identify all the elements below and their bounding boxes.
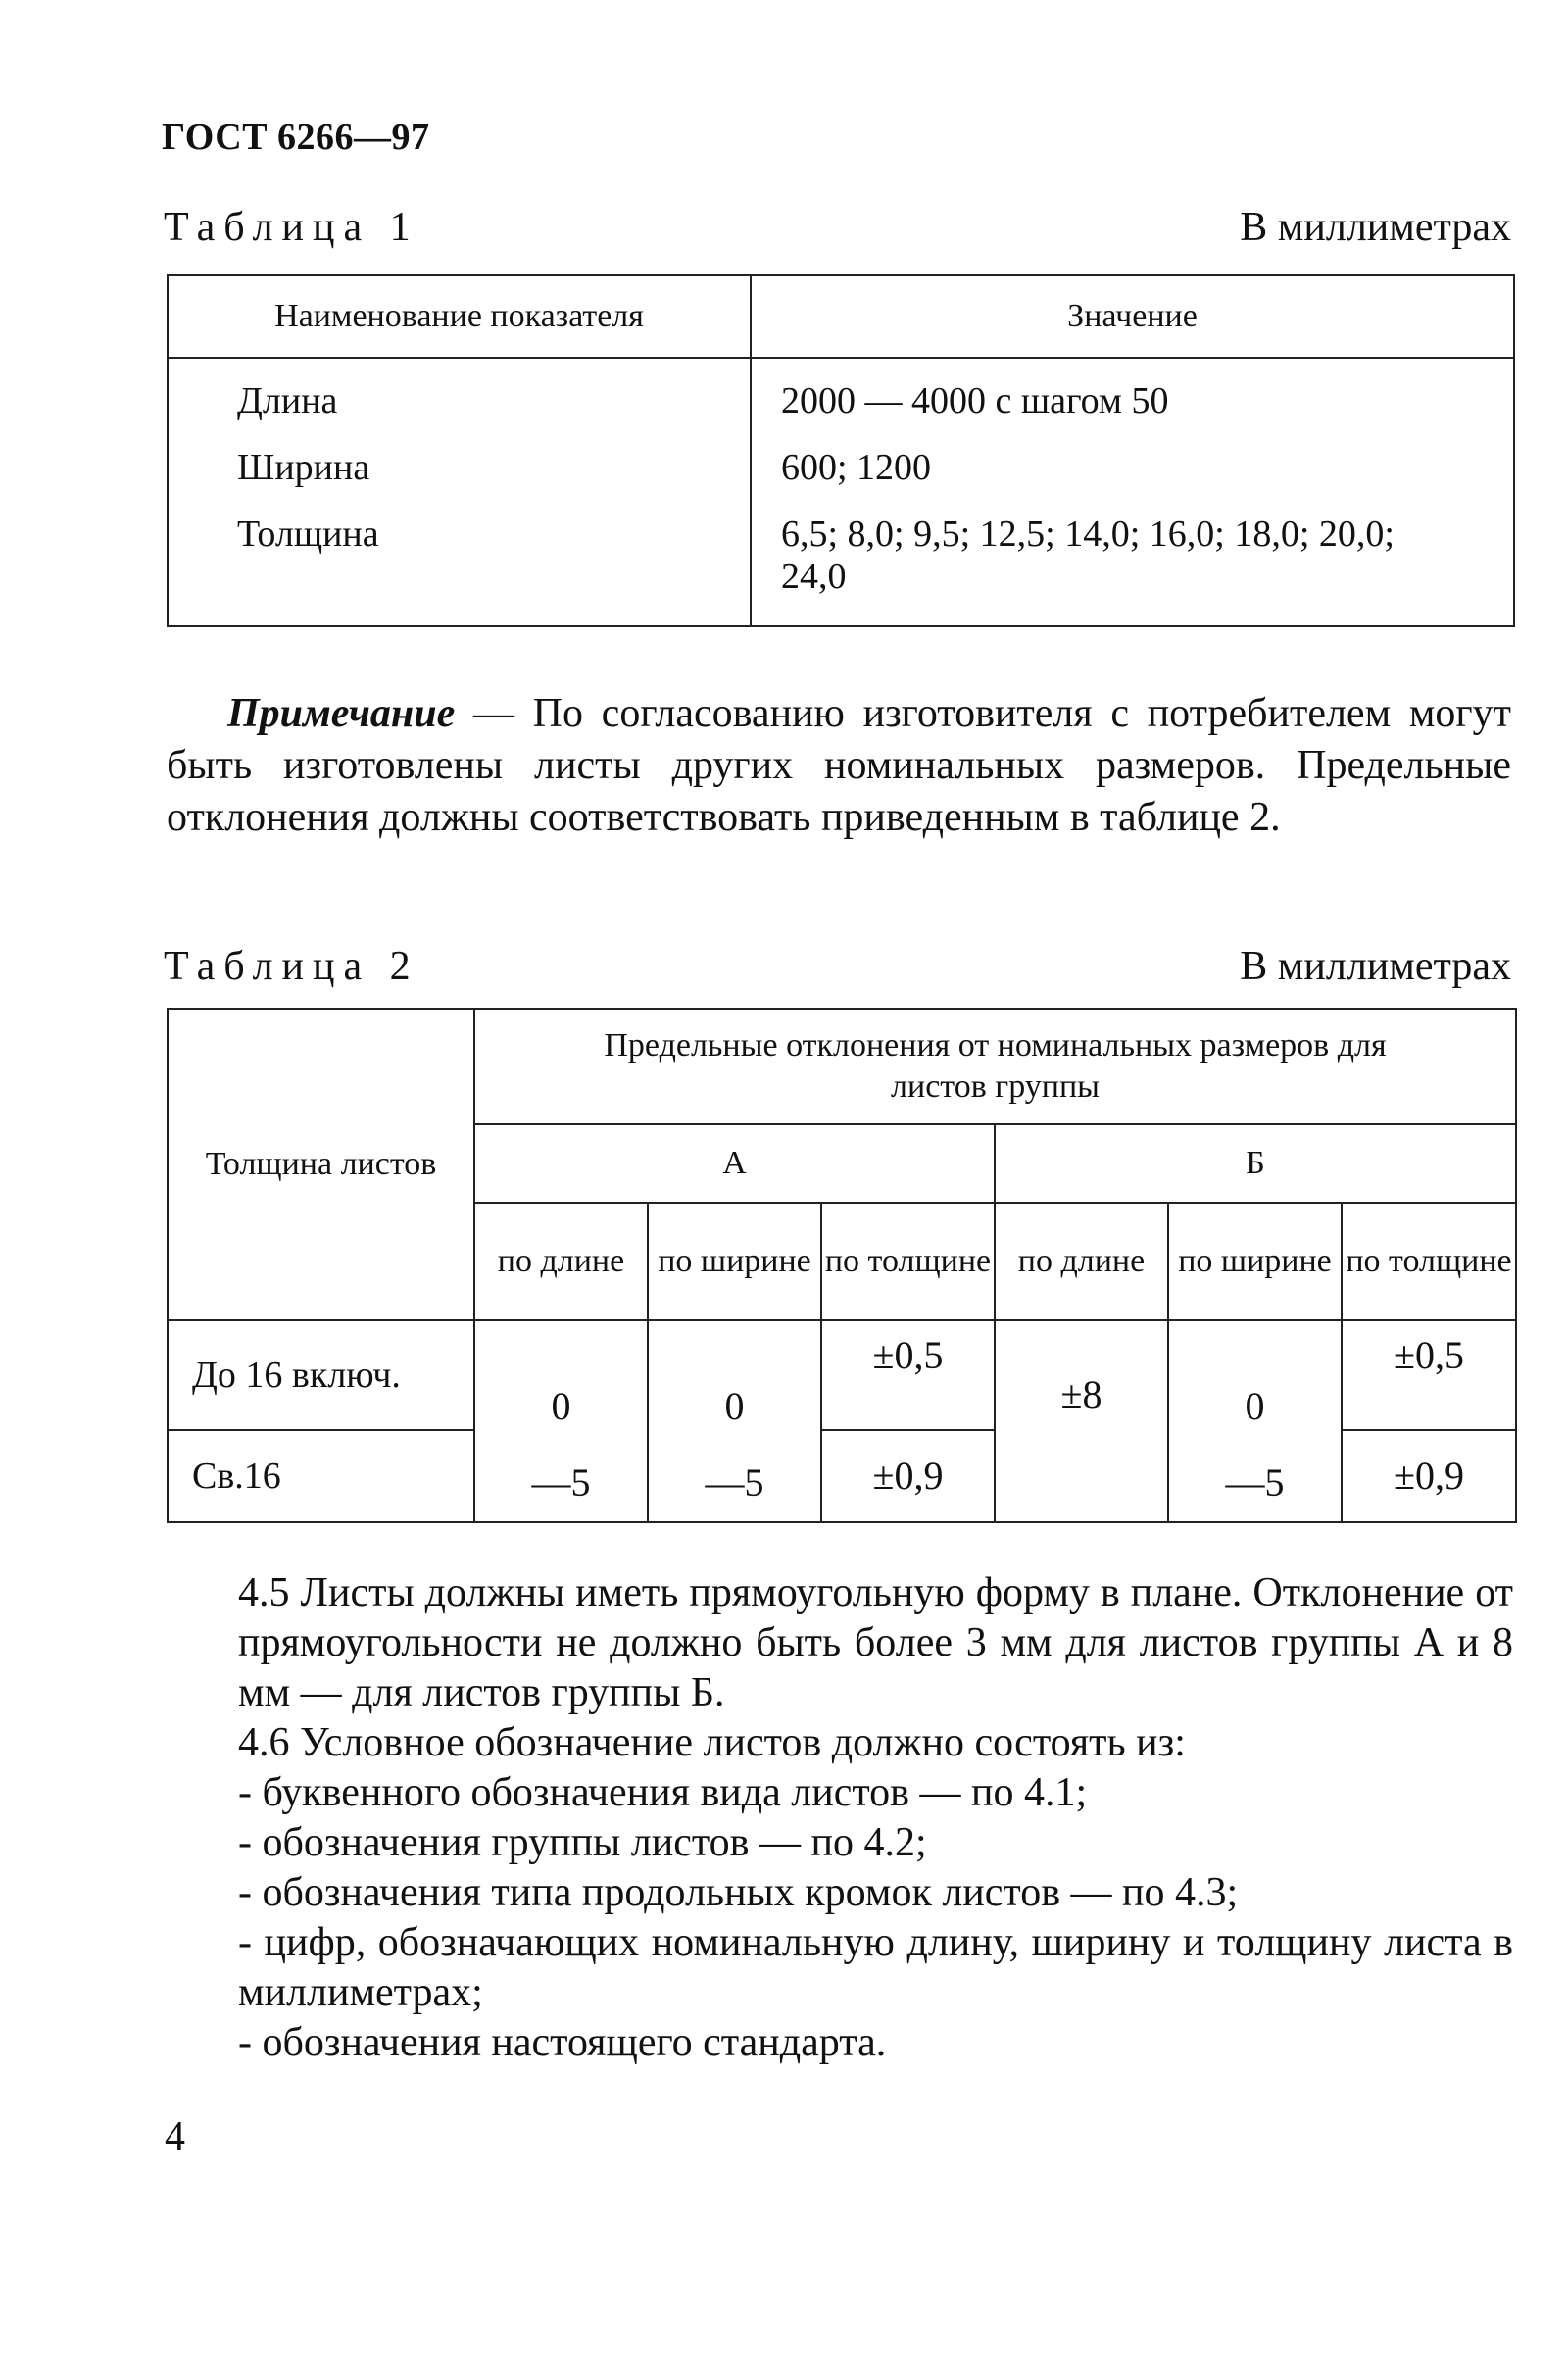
table1-row-value: 6,5; 8,0; 9,5; 12,5; 14,0; 16,0; 18,0; 20,0; 24,0: [781, 514, 1395, 597]
table2-header-row-1: [168, 1009, 1516, 1124]
page-number: 4: [165, 2114, 185, 2159]
table2-a-width-cell: [648, 1320, 821, 1522]
table2-group-b: Б: [995, 1124, 1516, 1203]
table2-sub-a-length: по длине: [474, 1203, 648, 1320]
table2-col-thickness: Толщина листов: [168, 1009, 474, 1320]
table2-units: В миллиметрах: [1240, 944, 1511, 989]
note-label: Примечание: [227, 691, 456, 736]
table1-caption: Таблица 1: [164, 205, 419, 250]
table2-b-width-cell: [1168, 1320, 1342, 1522]
table2-a-length-bottom: —5: [531, 1460, 591, 1505]
table2-sub-a-thickness: по толщине: [821, 1203, 995, 1320]
table2-b-length-cell: ±8: [995, 1320, 1168, 1522]
table2: [167, 1008, 1517, 1523]
list-item: - обозначения настоящего стандарта.: [238, 2020, 887, 2065]
table2-a-width-bottom: —5: [705, 1460, 764, 1505]
table2-a-width-top: 0: [724, 1384, 745, 1428]
table1-row-name: Ширина: [237, 447, 370, 488]
table2-b-thickness-2: ±0,9: [1342, 1430, 1516, 1522]
table1-units: В миллиметрах: [1240, 205, 1511, 250]
list-item: - обозначения группы листов — по 4.2;: [238, 1820, 927, 1865]
table1-col-value: Значение: [751, 275, 1514, 358]
table1-names-cell: [168, 358, 751, 626]
table2-row-1: [168, 1320, 1516, 1430]
table2-sub-b-length: по длине: [995, 1203, 1168, 1320]
standard-designation: ГОСТ 6266—97: [162, 117, 430, 158]
table1-col-name: Наименование показателя: [168, 275, 751, 358]
list-item: - цифр, обозначающих номинальную длину, ширину и толщину листа в миллиметрах;: [238, 1920, 1513, 2015]
list-item: - буквенного обозначения вида листов — по 4.1;: [238, 1770, 1088, 1815]
table1-row-name: Толщина: [237, 514, 379, 555]
table2-a-thickness-2: ±0,9: [821, 1430, 995, 1522]
table1-row-name: Длина: [237, 380, 338, 421]
table1-note: [167, 688, 1511, 844]
table1-body-row: [168, 358, 1514, 626]
table2-b-thickness-1: ±0,5: [1342, 1320, 1516, 1430]
table2-a-length-top: 0: [551, 1384, 571, 1428]
table2-b-width-top: 0: [1245, 1384, 1265, 1428]
table2-sub-b-thickness: по толщине: [1342, 1203, 1516, 1320]
table2-a-length-cell: [474, 1320, 648, 1522]
table1: [167, 274, 1515, 627]
table1-row-value: 2000 — 4000 с шагом 50: [781, 380, 1169, 421]
paragraph-4-5: 4.5 Листы должны иметь прямоугольную форму в плане. Отклонение от прямоугольности не должно быть более 3 мм для листов группы А и 8 мм — для листов группы Б.: [238, 1570, 1513, 1715]
table1-header-row: [168, 275, 1514, 358]
table1-values-cell: [751, 358, 1514, 626]
body-text: [167, 1568, 1513, 2068]
table2-sub-b-width: по ширине: [1168, 1203, 1342, 1320]
list-item: - обозначения типа продольных кромок листов — по 4.3;: [238, 1870, 1239, 1915]
table2-caption: Таблица 2: [164, 944, 419, 989]
table2-a-thickness-1: ±0,5: [821, 1320, 995, 1430]
table2-group-a: А: [474, 1124, 995, 1203]
table2-b-width-bottom: —5: [1225, 1460, 1285, 1505]
table2-group-header: Предельные отклонения от номинальных размеров для листов группы: [474, 1009, 1516, 1124]
paragraph-4-6: 4.6 Условное обозначение листов должно состоять из:: [238, 1720, 1186, 1765]
table2-row-label: До 16 включ.: [168, 1320, 474, 1430]
table1-row-value: 600; 1200: [781, 447, 932, 488]
note-text: — По согласованию изготовителя с потребителем могут быть изготовлены листы других номинальных размеров. Предельные отклонения должны соответствовать приведенным в таблице 2.: [167, 691, 1511, 840]
table2-row-label: Св.16: [168, 1430, 474, 1522]
table2-sub-a-width: по ширине: [648, 1203, 821, 1320]
